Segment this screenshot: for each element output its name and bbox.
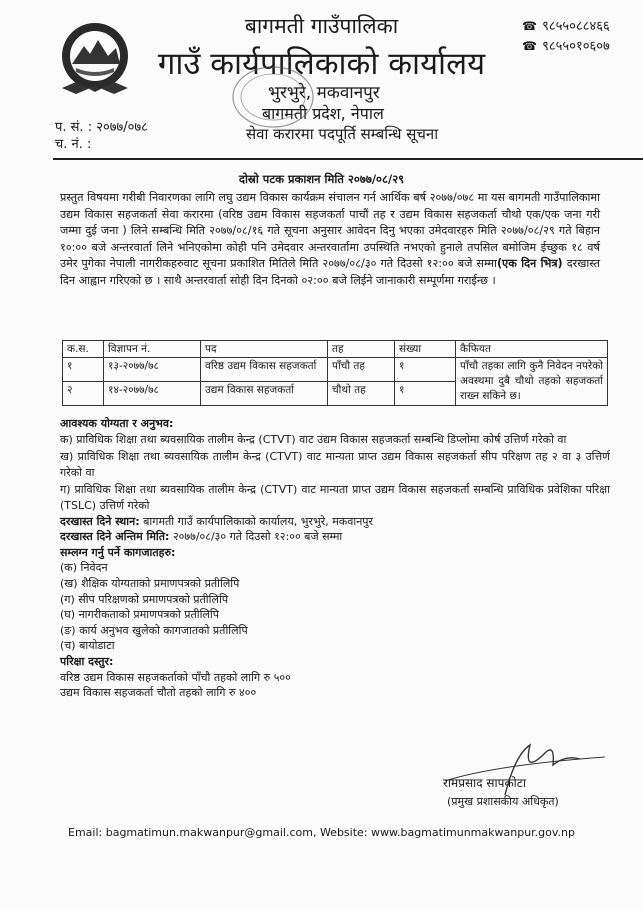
cell-ad-no: १३-२०७७/७८ — [104, 358, 201, 382]
paragraph-main: प्रस्तुत विषयमा गरीबी निवारणका लागि लघु उद्यम विकास कार्यक्रम संचालन गर्न आर्थिक बर्ष २०७७/०७८ मा यस बागमती गाउँपालिकामा उद्यम विकास सहजकर्ता सेवा करारमा (वरिष्ठ उद्यम विकास सहजकर्ता पाचौं तह र उद्यम विकास सहजकर्ता चौथो एक/एक जना गरी जम्मा दुई जना ) लिने सम्बन्धि मिति २०७७/०८/१६ गते सूचना अनुसार आवेदन दिनु भएका उमेदवारहरु मिति २०७७/०८/२९ गते बिहान १०:०० बजे अन्तरवार्ता लिने भनिएकोमा कोही पनि उमेदवार अन्तरवार्तामा उपस्थिति नभएको हुनाले तपसिल बमोजिम ईच्छुक १८ वर्ष उमेर पुगेका नेपाली नागरीकहरुवाट सूचना प्रकाशित मितिले मिति २०७७/०८/३० गते दिउसो १२:०० बजे सम्मा — [60, 191, 600, 271]
document-item: (घ) नागरीकताको प्रमाणपत्रको प्रतीलिपि — [60, 608, 219, 622]
deadline-label: दरखास्त दिने अन्तिम मिति: — [60, 530, 170, 544]
cell-post: वरिष्ठ उद्यम विकास सहजकर्ता — [201, 358, 328, 382]
cell-post: उद्यम विकास सहजकर्ता — [201, 382, 328, 406]
cell-level: चौथो तह — [328, 382, 395, 406]
cell-level: पाँचौ तह — [328, 358, 395, 382]
col-header-ad-no: विज्ञापन नं. — [104, 341, 201, 358]
table-header-row — [63, 341, 608, 358]
qualification-kha: ख) प्राविधिक शिक्षा तथा ब्यवसायिक तालीम केन्द्र (CTVT) वाट मान्यता प्राप्त उद्यम विकास सहजकर्ता सीप परिक्षण तह २ वा ३ उत्तिर्ण गरेको वा — [60, 450, 610, 479]
cell-remark: पाँचौ तहका लागि कुनै निवेदन नपरेको अवस्थमा दुबै चौथो तहको सहजकर्ता राख्न सकिने छ। — [456, 358, 608, 406]
cell-ad-no: १४-२०७७/७८ — [104, 382, 201, 406]
phone-2 — [522, 36, 610, 54]
qualification-heading: आवश्यक योग्यता र अनुभव: — [60, 417, 174, 430]
col-header-post: पद — [201, 341, 328, 358]
telephone-icon: ☎ — [522, 39, 537, 53]
phone-2-number: ९८५५०१०६०७ — [542, 39, 610, 54]
header-divider — [53, 158, 643, 160]
table-row — [63, 358, 608, 382]
qualification-ga: ग) प्राविधिक शिक्षा तथा ब्यवसायिक तालीम केन्द्र (CTVT) वाट मान्यता प्राप्त उद्यम विकास सहजकर्ता सम्बन्धि प्राविधिक प्रवेशिका परिक्षा (TSLC) उत्तिर्ण गरेको — [60, 483, 610, 512]
office-name: गाउँ कार्यपालिकाको कार्यालय — [157, 46, 486, 82]
cell-count: १ — [395, 382, 456, 406]
telephone-icon: ☎ — [522, 19, 537, 33]
office-stamp — [228, 62, 318, 132]
document-item: (च) बायोडाटा — [60, 639, 115, 653]
paragraph-bold: (एक दिन भित्र) — [496, 257, 563, 271]
col-header-count: संख्या — [395, 341, 456, 358]
deadline-value: २०७७/०८/३० गते दिउसो १२:०० बजे सम्मा — [169, 530, 343, 544]
phone-1-number: ९८५५०८८४६६ — [542, 19, 610, 34]
document-item: (ग) सीप परिक्षणको प्रमाणपत्रको प्रतीलिपि — [60, 592, 229, 606]
dispatch-number: च. नं. : — [55, 137, 92, 152]
place-label: दरखास्त दिने स्थान: — [60, 514, 140, 528]
notice-title: सेवा करारमा पदपूर्ति सम्बन्धि सूचना — [246, 125, 439, 143]
reference-number: प. सं. : २०७७/०७८ — [55, 120, 148, 135]
fee-item: उद्यम विकास सहजकर्ता चौतो तहको लागि रु ४०० — [60, 686, 257, 700]
cell-sn: २ — [63, 382, 104, 406]
office-address: भुरभुरे, मकवानपुर — [268, 83, 380, 103]
col-header-sn: क.स. — [63, 341, 104, 358]
col-header-remark: कैफियत — [456, 341, 608, 358]
notice-paragraph — [60, 190, 600, 290]
document-item: (ङ) कार्य अनुभव खुलेको कागजातको प्रतीलिपि — [60, 623, 248, 637]
documents-heading: सम्लग्न गर्नु पर्ने कागजातहरु: — [60, 545, 176, 559]
application-place — [60, 514, 610, 530]
place-value: बागमती गाउँ कार्यपालिकाको कार्यालय, भुरभुरे, मकवानपुर — [139, 514, 374, 528]
cell-count: १ — [395, 358, 456, 382]
fee-item: वरिष्ठ उद्यम विकास सहजकर्ताको पाँचौ तहको लागि रु ५०० — [60, 670, 291, 684]
requirements-section — [60, 416, 610, 701]
fee-heading: परिक्षा दस्तुर: — [60, 654, 114, 668]
col-header-level: तह — [328, 341, 395, 358]
footer-contact: Email: bagmatimun.makwanpur@gmail.com, Website: www.bagmatimunmakwanpur.gov.np — [68, 826, 575, 839]
municipality-name: बागमती गाउँपालिका — [244, 14, 399, 38]
paragraph-tail: दरखास्त दिन आह्वान गरिएको छ । साथै अन्तरवार्ता सोही दिन दिनको ०२:०० बजे लिईने जानाकारी सम्पूर्णमा गराईन्छ । — [60, 257, 600, 287]
cell-sn: १ — [63, 358, 104, 382]
qualification-ka: क) प्राविधिक शिक्षा तथा ब्यवसायिक तालीम केन्द्र (CTVT) वाट उद्यम विकास सहजकर्ता सम्बन्धि डिप्लोमा कोर्ष उत्तिर्ण गरेको वा — [60, 432, 567, 446]
document-item: (क) निवेदन — [60, 561, 108, 575]
application-deadline — [60, 529, 610, 545]
phone-1 — [522, 16, 610, 34]
signatory-title: (प्रमुख प्रशासकीय अधिकृत) — [447, 795, 559, 808]
vacancy-table — [62, 340, 608, 406]
signatory-name: रामप्रसाद सापकोटा — [443, 776, 526, 790]
document-item: (ख) शैक्षिक योग्यताको प्रमाणपत्रको प्रतीलिपि — [60, 576, 240, 590]
publication-subtitle: दोस्रो पटक प्रकाशन मिति २०७७/०८/२९ — [238, 172, 405, 186]
office-province: बागमती प्रदेश, नेपाल — [262, 104, 384, 123]
